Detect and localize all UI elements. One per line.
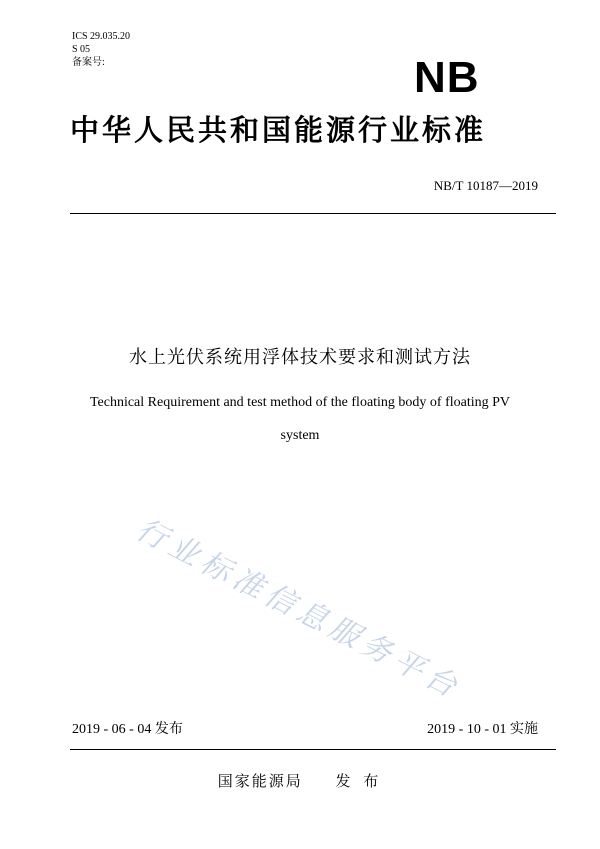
title-english-line2: system [280,428,320,443]
standard-number: NB/T 10187—2019 [433,178,538,193]
title-chinese: 水上光伏系统用浮体技术要求和测试方法 [129,347,471,368]
implementation-date: 2019 - 10 - 01 实施 [427,722,538,737]
title-english-line1: Technical Requirement and test method of the floating body of floating PV [89,395,511,410]
record-number-label: 备案号: [72,57,105,68]
document-metadata [72,30,130,69]
issuer [0,770,600,791]
issuing-standard-category: 中华人民共和国能源行业标准 [70,113,487,147]
issuer-name: 国家能源局 [217,772,303,790]
ccs-code: S 05 [72,44,91,55]
watermark: 行业标准信息服务平台 [130,512,468,707]
footer-divider [70,749,556,750]
issue-date: 2019 - 06 - 04 发布 [72,722,183,737]
ics-code: ICS 29.035.20 [72,31,131,42]
header-divider [70,213,556,214]
issuer-action: 发 布 [335,772,383,790]
nb-logo: NB [414,53,480,102]
